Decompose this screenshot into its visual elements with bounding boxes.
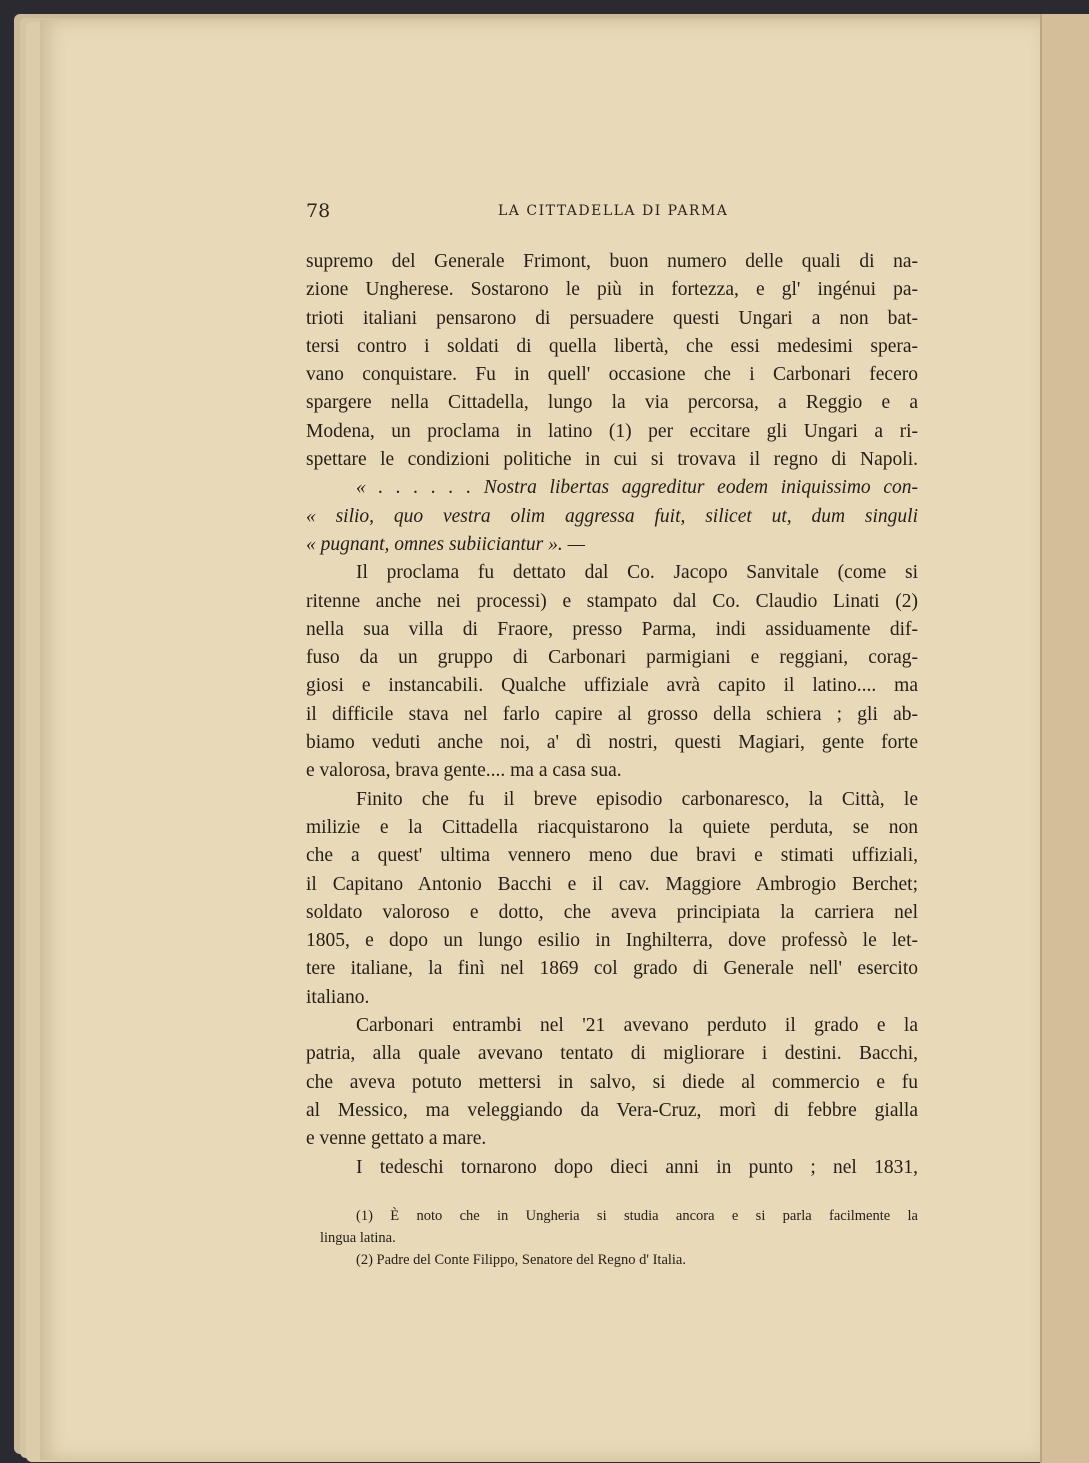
text-line: trioti italiani pensarono di persuadere questi Ungari a non bat- <box>306 307 918 329</box>
text-line: fuso da un gruppo di Carbonari parmigiani e reggiani, corag- <box>306 647 918 669</box>
text-line: Carbonari entrambi nel '21 avevano perduto il grado e la <box>356 1015 918 1037</box>
text-line: Finito che fu il breve episodio carbonaresco, la Città, le <box>356 788 918 810</box>
text-line: soldato valoroso e dotto, che aveva principiata la carriera nel <box>306 901 918 923</box>
footnote-2: (2) Padre del Conte Filippo, Senatore del Regno d' Italia. <box>356 1252 686 1268</box>
text-line: ritenne anche nei processi) e stampato dal Co. Claudio Linati (2) <box>306 590 918 612</box>
text-line: spargere nella Cittadella, lungo la via percorsa, a Reggio e a <box>306 392 918 414</box>
text-line: vano conquistare. Fu in quell' occasione che i Carbonari fecero <box>306 364 918 386</box>
running-head <box>306 200 926 224</box>
text-line: e valorosa, brava gente.... ma a casa sua. <box>306 760 622 782</box>
text-line: Modena, un proclama in latino (1) per eccitare gli Ungari a ri- <box>306 420 918 442</box>
text-line: che aveva potuto mettersi in salvo, si diede al commercio e fu <box>306 1071 918 1093</box>
text-line: giosi e instancabili. Qualche uffiziale avrà capito il latino.... ma <box>306 675 918 697</box>
text-line: I tedeschi tornarono dopo dieci anni in punto ; nel 1831, <box>356 1156 918 1178</box>
text-line: patria, alla quale avevano tentato di migliorare i destini. Bacchi, <box>306 1043 918 1065</box>
text-line: spettare le condizioni politiche in cui si trovava il regno di Napoli. <box>306 449 918 471</box>
text-line: Il proclama fu dettato dal Co. Jacopo Sanvitale (come si <box>356 562 918 584</box>
quote-line: « . . . . . . Nostra libertas aggreditur eodem iniquissimo con- <box>356 477 918 499</box>
body-text <box>306 248 918 1182</box>
quote-line: « pugnant, omnes subiiciantur ». — <box>306 533 585 555</box>
running-title: LA CITTADELLA DI PARMA <box>498 203 729 219</box>
text-line: italiano. <box>306 986 370 1008</box>
text-line: 1805, e dopo un lungo esilio in Inghilterra, dove professò le let- <box>306 930 918 952</box>
text-line: al Messico, ma veleggiando da Vera-Cruz, morì di febbre gialla <box>306 1099 918 1121</box>
text-line: il difficile stava nel farlo capire al grosso della schiera ; gli ab- <box>306 703 918 725</box>
text-line: zione Ungherese. Sostarono le più in fortezza, e gl' ingénui pa- <box>306 279 918 301</box>
text-line: milizie e la Cittadella riacquistarono la quiete perduta, se non <box>306 816 918 838</box>
text-line: che a quest' ultima vennero meno due bravi e stimati uffiziali, <box>306 845 918 867</box>
text-line: supremo del Generale Frimont, buon numero delle quali di na- <box>306 251 918 272</box>
text-line: e venne gettato a mare. <box>306 1128 487 1150</box>
footnotes <box>320 1205 918 1271</box>
text-line: tersi contro i soldati di quella libertà, che essi medesimi spera- <box>306 335 918 357</box>
text-line: nella sua villa di Fraore, presso Parma, indi assiduamente dif- <box>306 618 918 640</box>
text-line: tere italiane, la finì nel 1869 col grado di Generale nell' esercito <box>306 958 918 980</box>
text-line: il Capitano Antonio Bacchi e il cav. Maggiore Ambrogio Berchet; <box>306 873 918 895</box>
footnote-1-continued: lingua latina. <box>320 1230 396 1246</box>
page-number: 78 <box>306 200 331 222</box>
text-line: biamo veduti anche noi, a' dì nostri, questi Magiari, gente forte <box>306 732 918 754</box>
quote-line: « silio, quo vestra olim aggressa fuit, silicet ut, dum singuli <box>306 505 918 527</box>
facing-page-edge <box>1040 14 1089 1463</box>
footnote-1: (1) È noto che in Ungheria si studia ancora e si parla facilmente la <box>356 1208 918 1224</box>
